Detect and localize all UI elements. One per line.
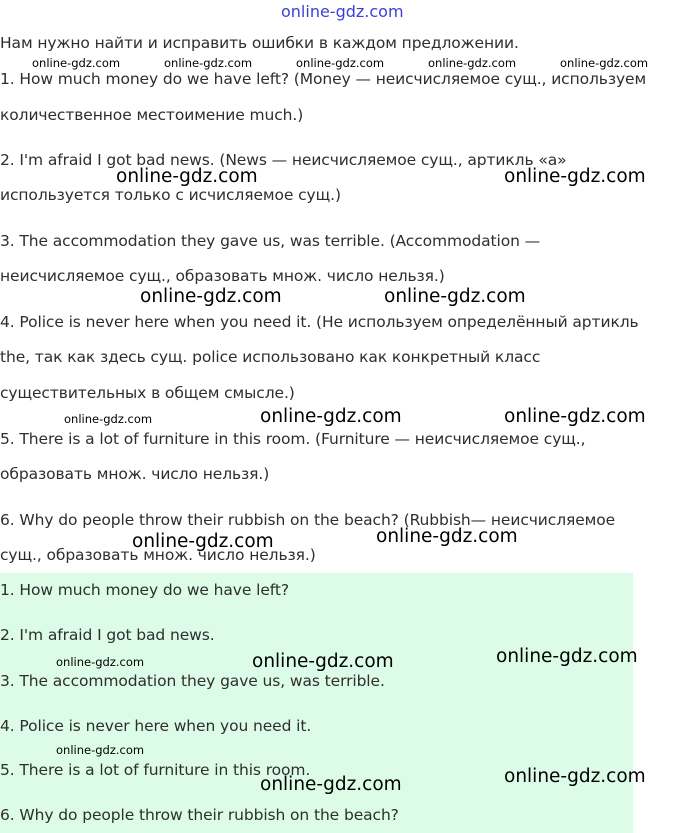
watermark: online-gdz.com [504,406,646,427]
explanation-line: образовать множ. число нельзя.) [0,465,270,483]
answer-line: 2. I'm afraid I got bad news. [0,626,215,644]
explanation-line: 5. There is a lot of furniture in this room. (Furniture — неисчисляемое сущ., [0,430,586,448]
explanation-line: 6. Why do people throw their rubbish on the beach? (Rubbish— неисчисляемое [0,511,616,529]
watermark: online-gdz.com [560,56,649,70]
watermark: online-gdz.com [296,56,385,70]
explanation-line: неисчисляемое сущ., образовать множ. число нельзя.) [0,267,445,285]
explanation-line: 3. The accommodation they gave us, was terrible. (Accommodation — [0,232,541,250]
answer-line: 5. There is a lot of furniture in this room. [0,761,311,779]
answer-line: 3. The accommodation they gave us, was terrible. [0,672,385,690]
watermark: online-gdz.com [132,531,274,552]
watermark: online-gdz.com [116,166,258,187]
watermark: online-gdz.com [428,56,517,70]
answer-line: 1. How much money do we have left? [0,581,289,599]
watermark: online-gdz.com [260,774,402,795]
watermark: online-gdz.com [252,651,394,672]
watermark: online-gdz.com [376,526,518,547]
explanation-line: 1. How much money do we have left? (Money — неисчисляемое сущ., используем [0,70,647,88]
answer-line: 6. Why do people throw their rubbish on the beach? [0,806,399,824]
explanation-line: 2. I'm afraid I got bad news. (News — неисчисляемое сущ., артикль «а» [0,151,567,169]
watermark: online-gdz.com [504,766,646,787]
watermark: online-gdz.com [56,743,145,757]
watermark: online-gdz.com [504,166,646,187]
explanation-line: используется только с исчисляемое сущ.) [0,186,341,204]
watermark: online-gdz.com [260,406,402,427]
watermark: online-gdz.com [32,56,121,70]
explanation-line: 4. Police is never here when you need it. (Не используем определённый артикль [0,313,639,331]
explanation-line: сущ., образовать множ. число нельзя.) [0,546,316,564]
explanation-line: the, так как здесь сущ. police использовано как конкретный класс [0,348,541,366]
explanation-line: количественное местоимение much.) [0,106,304,124]
header-watermark: online-gdz.com [281,2,404,21]
intro-text: Нам нужно найти и исправить ошибки в каждом предложении. [0,34,519,52]
watermark: online-gdz.com [496,646,638,667]
watermark: online-gdz.com [64,412,153,426]
watermark: online-gdz.com [140,286,282,307]
explanation-line: существительных в общем смысле.) [0,384,295,402]
watermark: online-gdz.com [384,286,526,307]
answer-line: 4. Police is never here when you need it. [0,717,312,735]
watermark: online-gdz.com [56,655,145,669]
watermark: online-gdz.com [164,56,253,70]
